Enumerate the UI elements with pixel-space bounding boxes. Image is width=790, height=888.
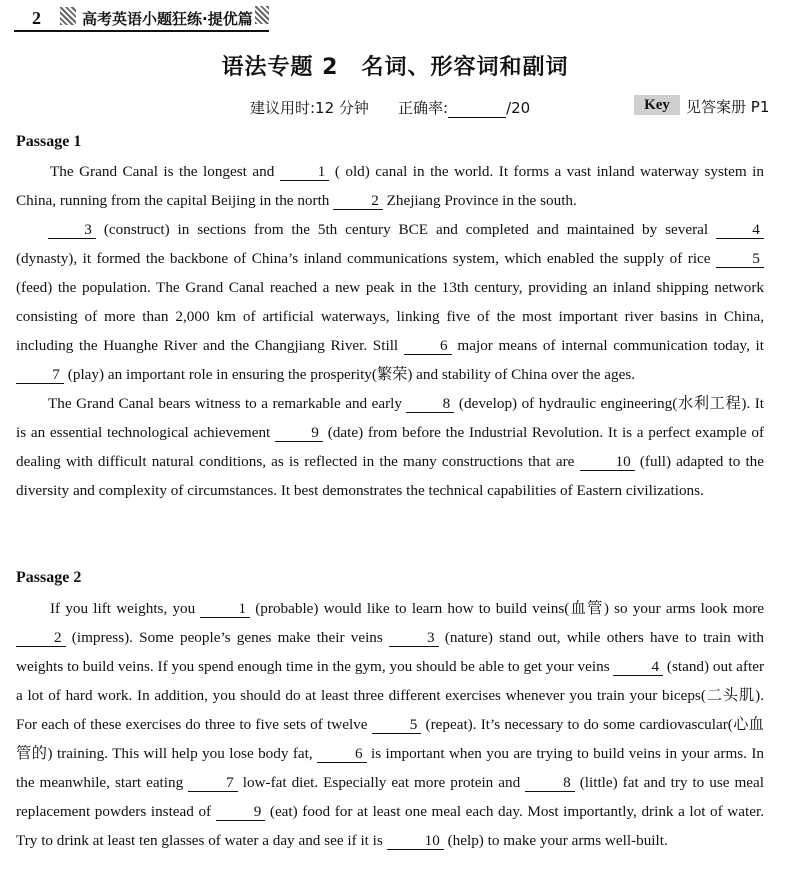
blank-9[interactable]: 9	[275, 424, 323, 442]
blank-7[interactable]: 7	[16, 366, 64, 384]
header-decoration-left	[60, 7, 76, 25]
answer-reference: 见答案册 P1	[686, 98, 770, 116]
accuracy-label: 正确率:	[398, 99, 449, 117]
text: The Grand Canal is the longest and	[50, 163, 280, 180]
text: (feed) the population. The Grand Canal reached a new peak in the 13th century, providing an inland shipping network consisting of more than 2,000 km of artificial waterways, linking five of the most important river basins in China, including the Huanghe River and the Changjiang River. Still	[16, 279, 764, 354]
text: (impress). Some people’s genes make their veins	[65, 629, 390, 646]
text: The Grand Canal bears witness to a remarkable and early	[48, 395, 407, 412]
text: (help) to make your arms well-built.	[443, 832, 668, 849]
text: (date) from before the Industrial Revolution. It is a perfect example of dealing with difficult natural conditions, as is reflected in the many constructions that are	[16, 424, 765, 470]
text: (probable) would like to learn how to build veins(血管) so your arms look more	[250, 600, 765, 617]
blank-2[interactable]: 2	[16, 629, 66, 647]
accuracy-total: /20	[506, 99, 531, 117]
blank-10[interactable]: 10	[580, 453, 635, 471]
blank-3[interactable]: 3	[48, 221, 96, 239]
blank-6[interactable]: 6	[404, 337, 452, 355]
blank-1[interactable]: 1	[280, 163, 330, 181]
blank-8[interactable]: 8	[525, 774, 575, 792]
text: (stand) out after a lot of hard work. In addition, you should do at least three different exercises whenever you train your biceps(二头肌). For each of these exercises do three to five sets of twelve	[16, 658, 765, 733]
header-decoration-right	[255, 6, 269, 24]
blank-5[interactable]: 5	[716, 250, 764, 268]
page-number: 2	[32, 8, 41, 28]
page-number-box	[14, 6, 64, 32]
text: (repeat). It’s necessary to do some cardiovascular(心血管的) training. This will help you lose body fat,	[16, 716, 764, 762]
blank-10[interactable]: 10	[387, 832, 444, 850]
text: If you lift weights, you	[50, 600, 201, 617]
blank-9[interactable]: 9	[216, 803, 266, 821]
key-badge: Key	[634, 95, 680, 115]
blank-7[interactable]: 7	[188, 774, 238, 792]
text: (dynasty), it formed the backbone of China’s inland communications system, which enabled the supply of rice	[16, 250, 716, 267]
page-title: 语法专题 2 名词、形容词和副词	[221, 55, 569, 80]
text: is important when you are trying to build veins in your arms. In the meanwhile, start eating	[16, 745, 764, 791]
text: low-fat diet. Especially eat more protein and	[237, 774, 526, 791]
accuracy-blank[interactable]	[448, 103, 506, 118]
passage1-paragraph2	[16, 215, 764, 389]
book-title: 高考英语小题狂练·提优篇	[82, 10, 253, 28]
passage2-heading: Passage 2	[16, 569, 82, 586]
blank-4[interactable]: 4	[613, 658, 663, 676]
passage1-body	[16, 157, 764, 505]
passage1-paragraph3	[16, 389, 764, 505]
blank-6[interactable]: 6	[317, 745, 367, 763]
text: (play) an important role in ensuring the prosperity(繁荣) and stability of China over the ages.	[64, 366, 636, 383]
blank-4[interactable]: 4	[716, 221, 764, 239]
text: ( old) canal in the world. It forms a vast inland waterway system in China, running from the capital Beijing in the north	[16, 163, 764, 209]
text: (eat) food for at least one meal each day. Most importantly, drink a lot of water. Try to drink at least ten glasses of water a day and see if it is	[16, 803, 764, 849]
text: (little) fat and try to use meal replacement powders instead of	[16, 774, 764, 820]
suggested-time: 建议用时:12 分钟	[250, 99, 369, 117]
accuracy-field	[398, 97, 530, 118]
passage1-heading: Passage 1	[16, 133, 82, 150]
blank-1[interactable]: 1	[200, 600, 250, 618]
page-header	[0, 0, 790, 32]
text: Zhejiang Province in the south.	[382, 192, 577, 209]
passage1-paragraph1	[16, 157, 764, 215]
text: (full) adapted to the diversity and complexity of circumstances. It best demonstrates the technical capabilities of Eastern civilizations.	[16, 453, 764, 499]
blank-8[interactable]: 8	[406, 395, 454, 413]
header-rule	[14, 30, 269, 32]
blank-5[interactable]: 5	[372, 716, 422, 734]
blank-3[interactable]: 3	[389, 629, 439, 647]
text: (nature) stand out, while others have to train with weights to build veins. If you spend enough time in the gym, you should be able to get your veins	[16, 629, 765, 675]
blank-2[interactable]: 2	[333, 192, 383, 210]
text: (construct) in sections from the 5th century BCE and completed and maintained by several	[96, 221, 716, 238]
text: major means of internal communication today, it	[451, 337, 764, 354]
passage2-body	[16, 594, 764, 855]
text: (develop) of hydraulic engineering(水利工程). It is an essential technological achievement	[16, 395, 765, 441]
passage2-paragraph1	[16, 594, 764, 855]
